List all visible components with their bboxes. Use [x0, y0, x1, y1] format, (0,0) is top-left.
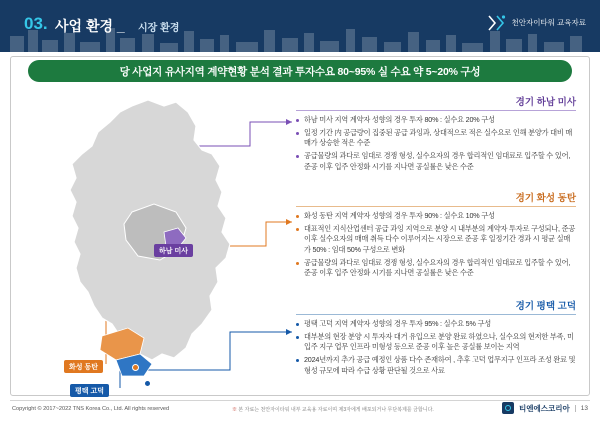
list-item: 공급물량의 과다로 임대로 경쟁 형성, 실수요자의 경우 합리적인 임대료로 입주할 수 있어, 준공 이후 입주 안정화 시기를 지나면 공실률은 낮은 수준	[296, 151, 576, 172]
card-bullets-hanam-misa	[296, 115, 576, 172]
section-number: 03.	[24, 14, 48, 33]
korea-map	[36, 92, 286, 395]
brand-logo	[487, 13, 586, 33]
map-marker-pyeongtaek	[144, 380, 151, 387]
card-title-pyeongtaek-godeok: 경기 평택 고덕	[296, 298, 576, 315]
tns-logo-icon	[502, 402, 514, 414]
card-title-hanam-misa: 경기 하남 미사	[296, 94, 576, 111]
list-item: 화성 동탄 지역 계약자 성향의 경우 투자 90% : 실수요 10% 구성	[296, 211, 576, 221]
list-item: 대표적인 지식산업센터 공급 과잉 지역으로 분양 시 내부분의 계약자 투자로 구성되나, 준공 이후 실수요자의 매매 취득 다수 이루어지는 시장으로 준공 후 일정기간 경과 시 평균 실매가 50% : 임대 50% 구성으로 변화	[296, 224, 576, 255]
headline-banner	[28, 60, 572, 82]
section-subtitle: 시장 환경	[138, 23, 180, 34]
section-title: 사업 환경 _	[55, 18, 125, 34]
region-card-pyeongtaek-godeok	[296, 298, 576, 379]
list-item: 평택 고덕 지역 계약자 성향의 경우 투자 95% : 실수요 5% 구성	[296, 319, 576, 329]
card-bullets-hwaseong-dongtan	[296, 211, 576, 279]
list-item: 일정 기간 内 공급량이 집중된 공급 과잉과, 상대적으로 적은 실수요로 인해 분양가 대비 매매가 상승한 적은 수준	[296, 128, 576, 149]
footnote-mark-icon: ※	[232, 407, 238, 413]
xi-logo-icon	[487, 13, 507, 33]
map-label-hanam-misa: 하남 미사	[154, 244, 193, 257]
map-marker-hwaseong	[132, 364, 139, 371]
list-item: 공급물량의 과다로 임대료 경쟁 형성, 실수요자의 경우 합리적인 임대료로 입주할 수 있어, 준공 이후 입주 안정화 시기를 지나면 공실률은 낮은 수준	[296, 258, 576, 279]
card-title-hwaseong-dongtan: 경기 화성 동탄	[296, 190, 576, 207]
list-item: 대부분의 현장 분양 시 투자자 대거 유입으로 분양 완료 하였으나, 실수요의 현저한 부족, 미 입주 지구 업무 인프라 미형성 등으로 준공 이후 높은 공실률 보이는 지역	[296, 332, 576, 353]
map-label-pyeongtaek-godeok: 평택 고덕	[70, 384, 109, 397]
footnote-text	[232, 406, 434, 413]
footnote-body: 본 자료는 천안자이타워 내부 교육용 자료이며 제3자에게 배포되거나 무단복제를 금합니다.	[238, 407, 434, 413]
map-label-hwaseong-dongtan: 화성 동탄	[64, 360, 103, 373]
logo-caption: 천안자이타워 교육자료	[511, 17, 586, 27]
page-number: 13	[575, 405, 588, 412]
slide-header	[0, 0, 600, 52]
list-item: 2024년까지 추가 공급 예정인 상품 다수 존재하여 , 추후 고덕 업무지구 인프라 조성 완료 및 형성 규모에 따라 수급 상황 판단될 것으로 사료	[296, 355, 576, 376]
footer-brand	[502, 402, 588, 414]
copyright-text: Copyright © 2017~2022 TNS Korea Co., Ltd. All rights reserved	[12, 406, 170, 412]
region-card-hwaseong-dongtan	[296, 190, 576, 281]
map-shape	[36, 92, 286, 377]
headline-text: 당 사업지 유사지역 계약현황 분석 결과 투자수요 80~95% 실 수요 약 5~20% 구성	[119, 65, 481, 78]
list-item: 하남 미사 지역 계약자 성향의 경우 투자 80% : 실수요 20% 구성	[296, 115, 576, 125]
footer-brand-name: 티엔에스코리아	[519, 403, 570, 413]
card-bullets-pyeongtaek-godeok	[296, 319, 576, 376]
region-card-hanam-misa	[296, 94, 576, 175]
footer-divider	[10, 400, 590, 401]
